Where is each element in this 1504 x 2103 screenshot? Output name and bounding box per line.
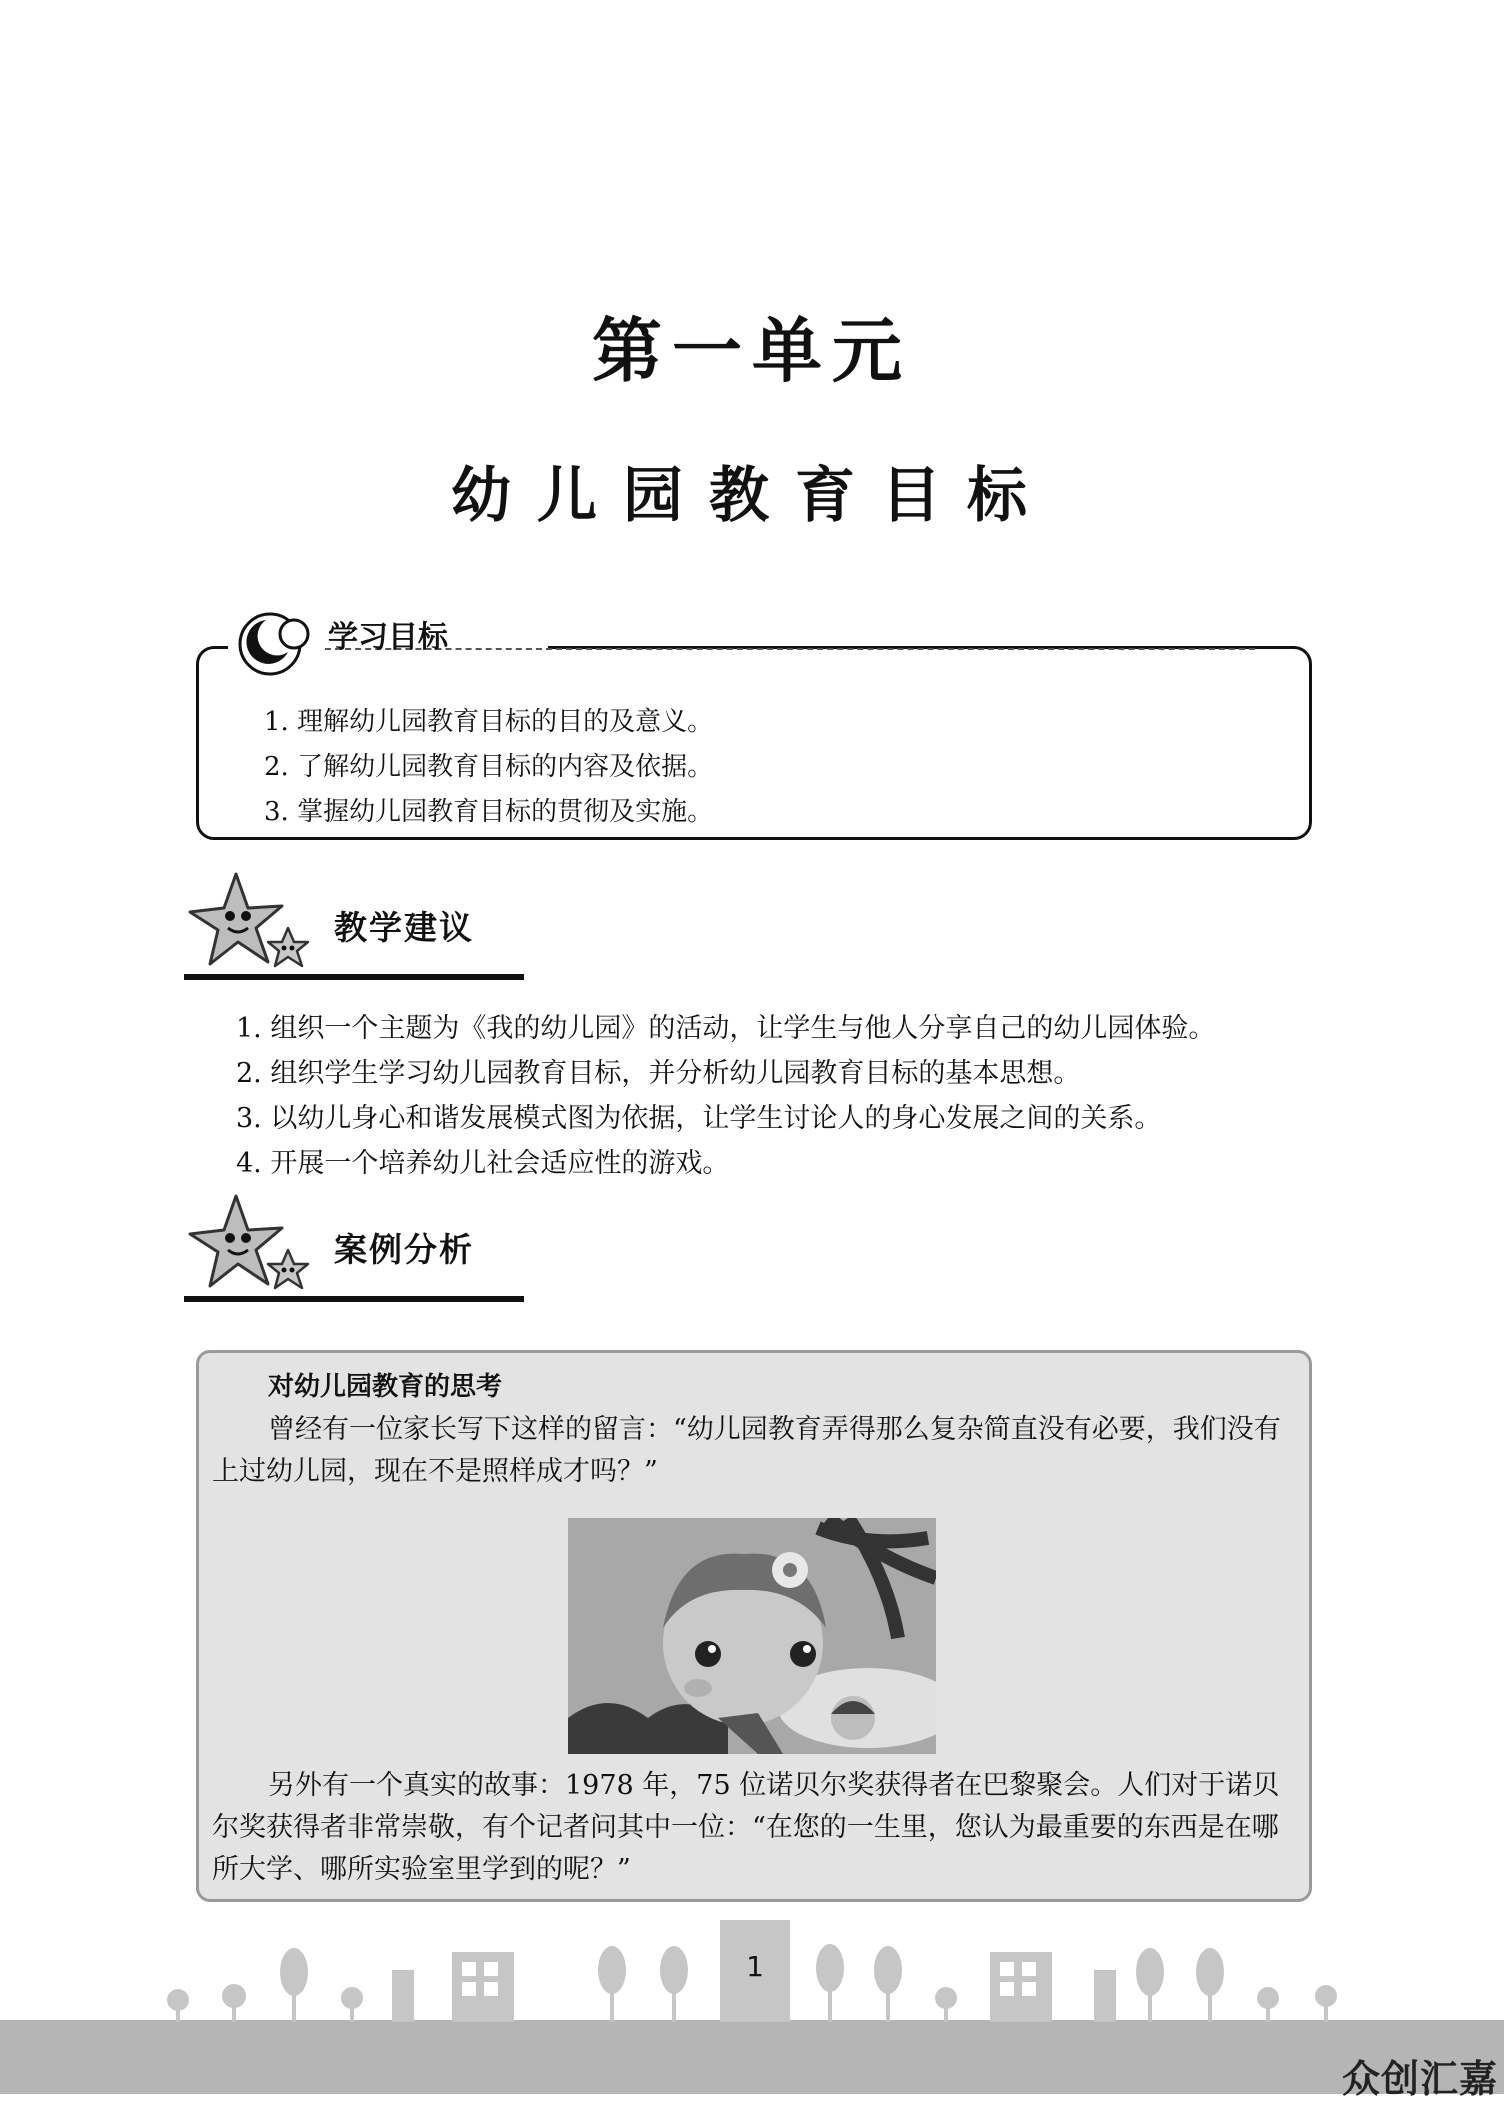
suggestions-list [236, 1006, 1215, 1186]
watermark: 众创汇嘉 [1341, 2057, 1498, 2101]
footer-skyline [0, 1910, 1504, 2094]
case-heading: 案例分析 [334, 1230, 474, 1269]
suggestion-item: 3. 以幼儿身心和谐发展模式图为依据，让学生讨论人的身心发展之间的关系。 [236, 1103, 1162, 1134]
section-rule [184, 1296, 524, 1302]
cartoon-doll-image [568, 1518, 936, 1754]
unit-title: 第一单元 [592, 310, 912, 392]
objective-item: 1. 理解幼儿园教育目标的目的及意义。 [264, 707, 714, 737]
objective-item: 2. 了解幼儿园教育目标的内容及依据。 [264, 752, 714, 782]
suggestions-section-header [184, 870, 524, 980]
cartoon-illustration [568, 1518, 936, 1754]
starfish-icon [184, 870, 324, 980]
case-section-header [184, 1192, 524, 1302]
case-paragraph-2: 另外有一个真实的故事：1978 年，75 位诺贝尔奖获得者在巴黎聚会。人们对于诺贝尔奖获得者非常崇敬，有个记者问其中一位：“在您的一生里，您认为最重要的东西是在哪所大学、哪所实验室里学到的呢？” [212, 1770, 1280, 1885]
suggestion-item: 2. 组织学生学习幼儿园教育目标，并分析幼儿园教育目标的基本思想。 [236, 1058, 1081, 1089]
chapter-title: 幼儿园教育目标 [451, 461, 1053, 531]
objectives-dashed-rule [325, 648, 1255, 650]
starfish-icon [184, 1192, 324, 1302]
objective-item: 3. 掌握幼儿园教育目标的贯彻及实施。 [264, 797, 714, 827]
case-title: 对幼儿园教育的思考 [268, 1372, 503, 1402]
suggestion-item: 4. 开展一个培养幼儿社会适应性的游戏。 [236, 1148, 730, 1179]
objectives-list [264, 700, 713, 835]
objectives-logo-icon [236, 606, 316, 678]
suggestions-heading: 教学建议 [334, 908, 474, 947]
objectives-heading: 学习目标 [328, 620, 448, 655]
section-rule [184, 974, 524, 980]
case-paragraph-1: 曾经有一位家长写下这样的留言：“幼儿园教育弄得那么复杂简直没有必要，我们没有上过幼儿园，现在不是照样成才吗？” [212, 1414, 1281, 1487]
page-number: 1 [746, 1950, 764, 1983]
suggestion-item: 1. 组织一个主题为《我的幼儿园》的活动，让学生与他人分享自己的幼儿园体验。 [236, 1013, 1216, 1044]
